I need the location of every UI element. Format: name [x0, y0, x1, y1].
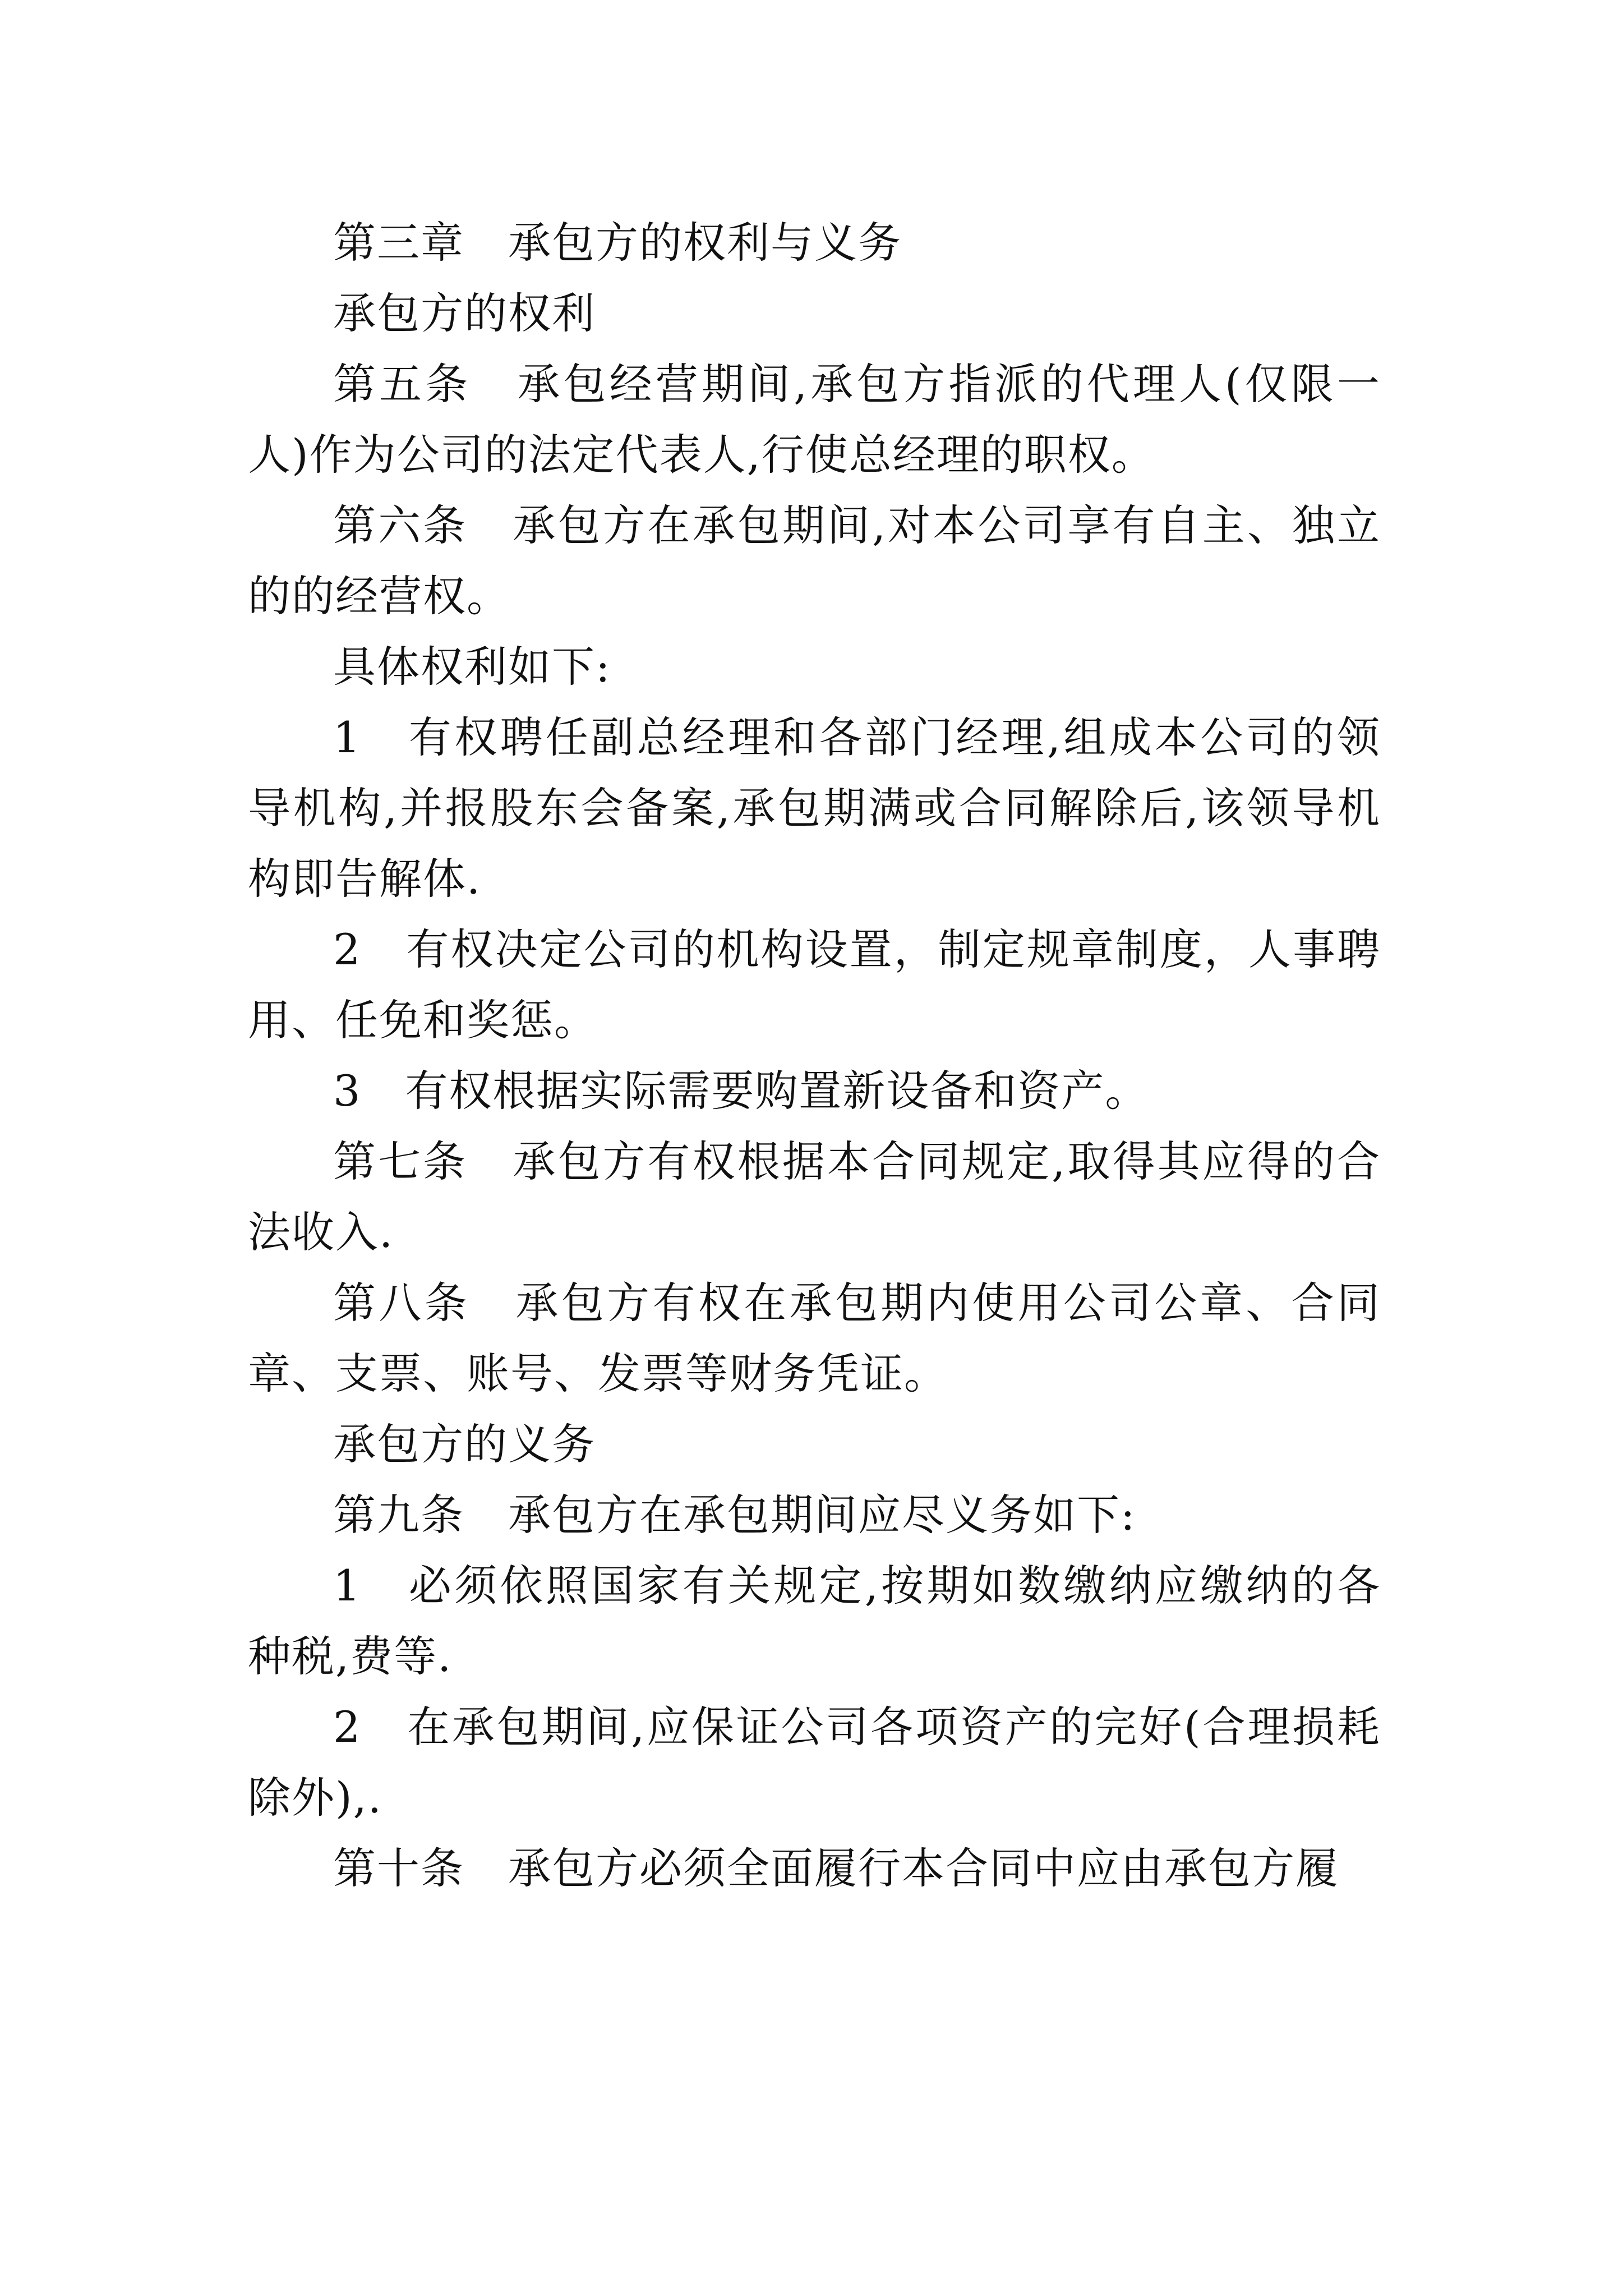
- obligation-item-2: 2 在承包期间,应保证公司各项资产的完好(合理损耗除外),.: [248, 1702, 1381, 1823]
- article-8: 第八条 承包方有权在承包期内使用公司公章、合同章、支票、账号、发票等财务凭证。: [248, 1278, 1381, 1398]
- chapter-heading: 第三章 承包方的权利与义务: [333, 218, 902, 268]
- section-heading-rights: 承包方的权利: [333, 288, 596, 338]
- article-7: 第七条 承包方有权根据本合同规定,取得其应得的合法收入.: [248, 1137, 1381, 1257]
- section-heading-obligations: 承包方的义务: [333, 1419, 596, 1469]
- rights-intro: 具体权利如下:: [333, 642, 611, 692]
- right-item-1: 1 有权聘任副总经理和各部门经理,组成本公司的领导机构,并报股东会备案,承包期满或合同解除后,该领导机构即告解体.: [248, 712, 1381, 904]
- document-body: [248, 208, 1381, 1904]
- obligation-item-1: 1 必须依照国家有关规定,按期如数缴纳应缴纳的各种税,费等.: [248, 1561, 1381, 1681]
- right-item-3: 3 有权根据实际需要购置新设备和资产。: [333, 1066, 1149, 1116]
- article-10: 第十条 承包方必须全面履行本合同中应由承包方履: [333, 1843, 1339, 1893]
- article-9: 第九条 承包方在承包期间应尽义务如下:: [333, 1490, 1136, 1540]
- right-item-2: 2 有权决定公司的机构设置，制定规章制度，人事聘用、任免和奖惩。: [248, 924, 1381, 1045]
- article-5: 第五条 承包经营期间,承包方指派的代理人(仅限一人)作为公司的法定代表人,行使总经理的职权。: [248, 359, 1381, 480]
- article-6: 第六条 承包方在承包期间,对本公司享有自主、独立的的经营权。: [248, 500, 1381, 621]
